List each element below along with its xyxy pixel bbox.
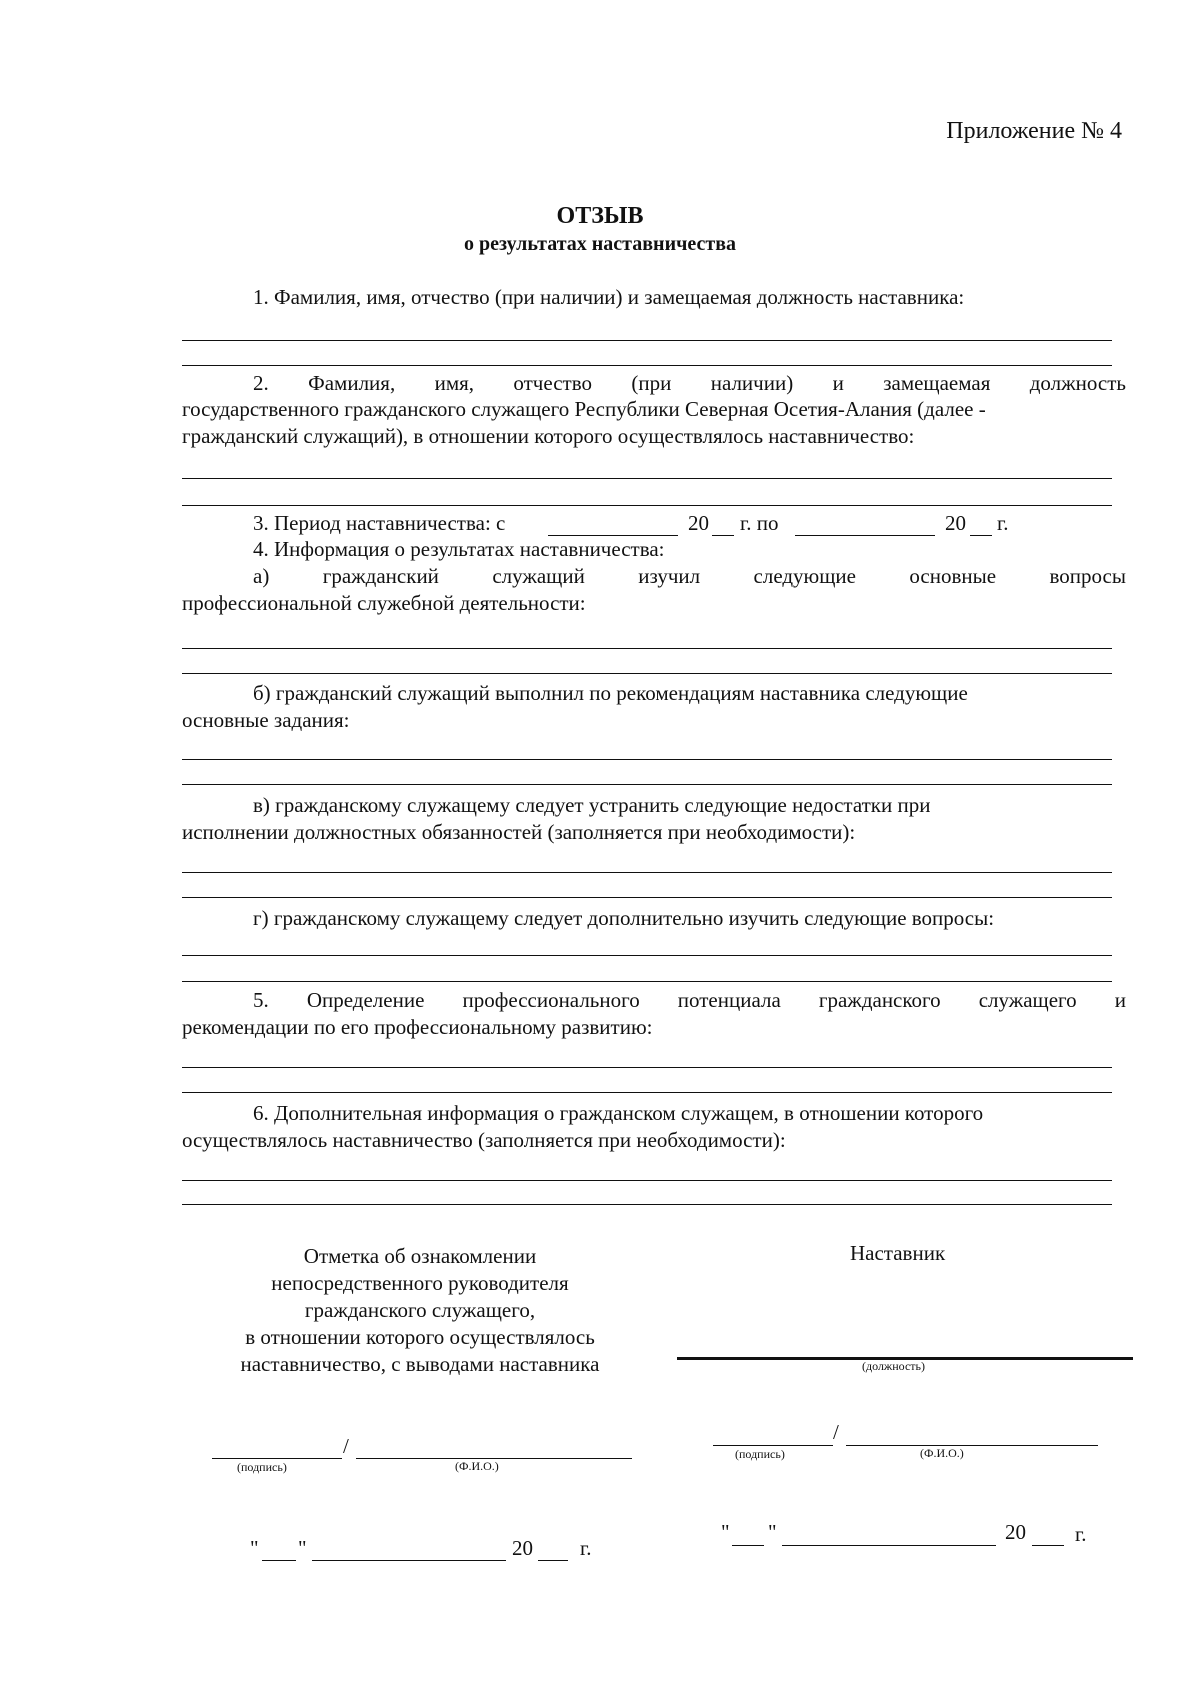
year-suffix: г. — [580, 1536, 592, 1560]
item-6-line-1: 6. Дополнительная информация о гражданском служащем, в отношении которого — [253, 1101, 984, 1125]
year-blank — [538, 1560, 568, 1561]
item-4a-line-2: профессиональной служебной деятельности: — [182, 591, 586, 615]
item-2-line-3: гражданский служащий), в отношении которого осуществлялось наставничество: — [182, 424, 915, 448]
quote-open: " — [721, 1520, 730, 1544]
item-3-suffix: г. — [997, 511, 1009, 535]
item-4b-line-1: б) гражданский служащий выполнил по рекомендациям наставника следующие — [253, 681, 968, 705]
quote-close: " — [298, 1536, 307, 1560]
item-4a-line-1: а) гражданский служащий изучил следующие основные вопросы — [253, 564, 1126, 588]
item-4-text: 4. Информация о результатах наставничества: — [253, 537, 665, 561]
year-prefix: 20 — [512, 1536, 533, 1560]
year-blank — [970, 535, 992, 536]
fill-line — [182, 872, 1112, 873]
fill-line — [182, 1180, 1112, 1181]
fill-line — [182, 478, 1112, 479]
fio-caption: (Ф.И.О.) — [455, 1459, 499, 1473]
fill-line — [182, 1092, 1112, 1093]
item-4b-line-2: основные задания: — [182, 708, 350, 732]
document-title: ОТЗЫВ — [556, 203, 644, 229]
item-1-text: 1. Фамилия, имя, отчество (при наличии) и замещаемая должность наставника: — [253, 285, 965, 309]
fill-line — [182, 505, 1112, 506]
month-blank — [782, 1545, 996, 1546]
year-suffix: г. — [1075, 1522, 1087, 1546]
date-blank — [795, 535, 935, 536]
fill-line — [182, 648, 1112, 649]
signature-caption: (подпись) — [237, 1460, 287, 1474]
item-5-line-2: рекомендации по его профессиональному развитию: — [182, 1015, 653, 1039]
year-prefix: 20 — [1005, 1520, 1026, 1544]
fill-line — [182, 955, 1112, 956]
fill-line — [182, 981, 1112, 982]
year-blank — [712, 535, 734, 536]
item-4v-line-2: исполнении должностных обязанностей (заполняется при необходимости): — [182, 820, 856, 844]
fill-line — [182, 1067, 1112, 1068]
document-subtitle: о результатах наставничества — [464, 233, 736, 255]
item-3-prefix: 3. Период наставничества: с — [253, 511, 506, 535]
fill-line — [182, 759, 1112, 760]
slash: / — [343, 1434, 349, 1458]
fill-line — [182, 897, 1112, 898]
quote-close: " — [768, 1520, 777, 1544]
item-5-line-1: 5. Определение профессионального потенциала гражданского служащего и — [253, 988, 1126, 1012]
quote-open: " — [250, 1536, 259, 1560]
item-6-line-2: осуществлялось наставничество (заполняется при необходимости): — [182, 1128, 786, 1152]
signature-line — [713, 1445, 833, 1446]
year-prefix: 20 — [688, 511, 709, 535]
item-4g-line-1: г) гражданскому служащему следует дополнительно изучить следующие вопросы: — [253, 906, 995, 930]
fill-line — [182, 784, 1112, 785]
item-4v-line-1: в) гражданскому служащему следует устранить следующие недостатки при — [253, 793, 931, 817]
fio-caption: (Ф.И.О.) — [920, 1446, 964, 1460]
fio-line — [846, 1445, 1098, 1446]
appendix-label: Приложение № 4 — [946, 118, 1122, 144]
fill-line — [182, 1204, 1112, 1205]
month-blank — [312, 1560, 506, 1561]
fill-line — [182, 673, 1112, 674]
acknowledgement-block: Отметка об ознакомлении непосредственного руководителя гражданского служащего, в отношении которого осуществлялось наставничество, с выводами наставника — [240, 1244, 600, 1376]
year-blank — [1032, 1545, 1064, 1546]
signature-line — [212, 1458, 342, 1459]
item-3-mid: г. по — [740, 511, 779, 535]
position-caption: (должность) — [862, 1359, 925, 1373]
year-prefix: 20 — [945, 511, 966, 535]
mentor-title: Наставник — [850, 1241, 946, 1265]
fill-line — [182, 340, 1112, 341]
item-2-line-2: государственного гражданского служащего Республики Северная Осетия-Алания (далее - — [182, 397, 986, 421]
signature-caption: (подпись) — [735, 1447, 785, 1461]
item-2-line-1: 2. Фамилия, имя, отчество (при наличии) и замещаемая должность — [253, 371, 1126, 395]
slash: / — [833, 1420, 839, 1444]
day-blank — [732, 1545, 764, 1546]
day-blank — [262, 1560, 296, 1561]
fill-line — [182, 365, 1112, 366]
